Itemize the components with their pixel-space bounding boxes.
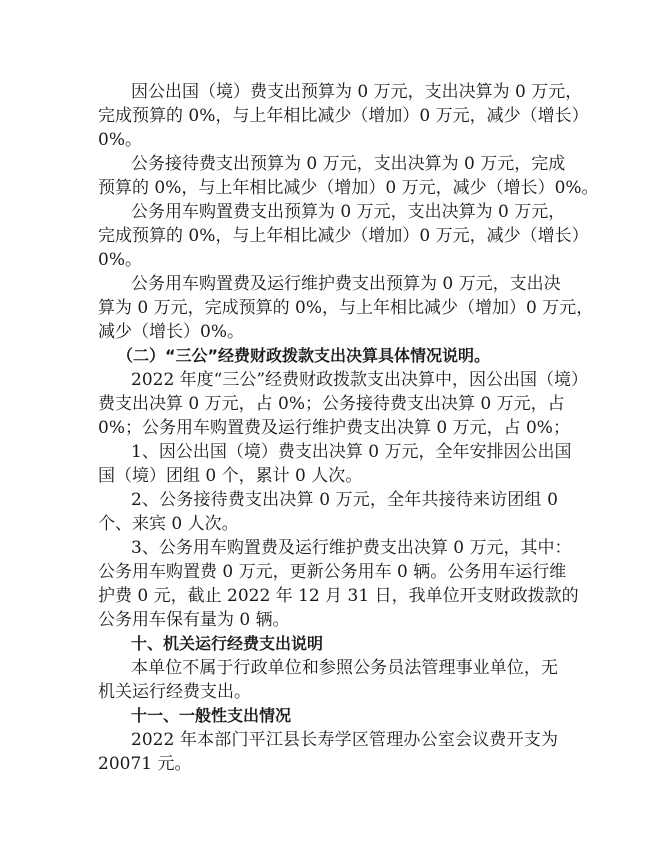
paragraph-line: 3、公务用车购置费及运行维护费支出决算 0 万元，其中： [131, 538, 572, 558]
paragraph-line: 2、公务接待费支出决算 0 万元，全年共接待来访团组 0 [131, 490, 558, 510]
section-heading: （二）“三公”经费财政拨款支出决算具体情况说明。 [117, 346, 491, 365]
paragraph-line: 因公出国（境）费支出预算为 0 万元，支出决算为 0 万元， [131, 82, 583, 102]
paragraph-line: 20071 元。 [98, 754, 192, 774]
paragraph-line: 2022 年度“三公”经费财政拨款支出决算中，因公出国（境） [131, 370, 589, 390]
paragraph-line: 公务用车购置费支出预算为 0 万元，支出决算为 0 万元， [131, 202, 566, 222]
section-heading: 十一、一般性支出情况 [131, 706, 292, 725]
paragraph-line: 1、因公出国（境）费支出决算 0 万元，全年安排因公出国 [131, 442, 572, 462]
paragraph-line: 完成预算的 0%，与上年相比减少（增加）0 万元，减少（增长） [98, 226, 589, 246]
paragraph-line: 0%。 [98, 250, 142, 270]
paragraph-line: 2022 年本部门平江县长寿学区管理办公室会议费开支为 [131, 730, 558, 750]
paragraph-line: 预算的 0%，与上年相比减少（增加）0 万元，减少（增长）0%。 [98, 178, 599, 198]
paragraph-line: 0%；公务用车购置费及运行维护费支出决算 0 万元，占 0%； [98, 418, 570, 438]
paragraph-line: 个、来宾 0 人次。 [98, 514, 239, 534]
paragraph-line: 本单位不属于行政单位和参照公务员法管理事业单位，无 [131, 658, 558, 678]
paragraph-line: 公务用车购置费及运行维护费支出预算为 0 万元，支出决 [131, 274, 561, 294]
paragraph-line: 机关运行经费支出。 [98, 682, 251, 702]
paragraph-line: 完成预算的 0%，与上年相比减少（增加）0 万元，减少（增长） [98, 106, 589, 126]
paragraph-line: 0%。 [98, 130, 142, 150]
paragraph-line: 公务用车购置费 0 万元，更新公务用车 0 辆。公务用车运行维 [98, 562, 567, 582]
paragraph-line: 护费 0 元，截止 2022 年 12 月 31 日，我单位开支财政拨款的 [98, 586, 579, 606]
paragraph-line: 国（境）团组 0 个，累计 0 人次。 [98, 466, 363, 486]
paragraph-line: 算为 0 万元，完成预算的 0%，与上年相比减少（增加）0 万元， [98, 298, 594, 318]
paragraph-line: 公务接待费支出预算为 0 万元，支出决算为 0 万元，完成 [131, 154, 566, 174]
section-heading: 十、机关运行经费支出说明 [131, 634, 324, 653]
paragraph-line: 费支出决算 0 万元，占 0%；公务接待费支出决算 0 万元，占 [98, 394, 565, 414]
paragraph-line: 公务用车保有量为 0 辆。 [98, 610, 290, 630]
paragraph-line: 减少（增长）0%。 [98, 322, 244, 342]
